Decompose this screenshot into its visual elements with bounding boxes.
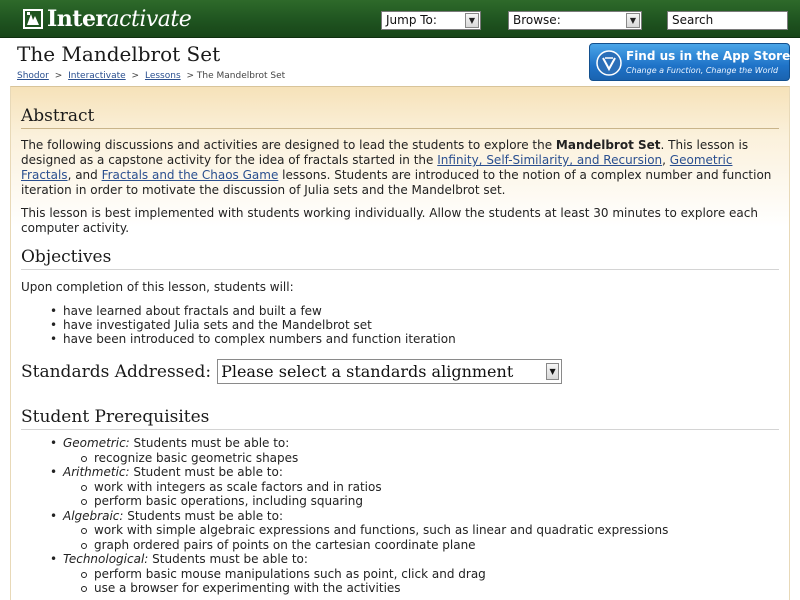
abstract-paragraph-2: This lesson is best implemented with students working individually. Allow the students at least 30 minutes to explore each computer activity. xyxy=(21,206,758,235)
sub-list xyxy=(94,451,668,466)
chevron-down-icon: ▼ xyxy=(626,13,640,28)
app-store-subtitle: Change a Function, Change the World xyxy=(626,66,779,75)
list-item: work with simple algebraic expressions and functions, such as linear and quadratic expressions xyxy=(94,523,669,537)
abstract-paragraph: The following discussions and activities are designed to lead the students to explore the Mandelbrot Set. This lesson is designed as a capstone activity for the idea of fractals started in the Infinity, Self-Similarity, and Recursion, Geometric Fractals, and Fractals and the Chaos Game lessons. Students are introduced to the notion of a complex number and function iteration in order to motivate the discussion of Julia sets and the Mandelbrot set. xyxy=(21,138,772,197)
breadcrumb-interactivate[interactable]: Interactivate xyxy=(68,71,126,81)
prereq-category: Arithmetic: xyxy=(63,465,130,479)
breadcrumb-separator: > xyxy=(131,71,140,81)
breadcrumb-shodor[interactable]: Shodor xyxy=(17,71,49,81)
objectives-intro: Upon completion of this lesson, students will: xyxy=(21,280,294,294)
mandelbrot-set-bold: Mandelbrot Set xyxy=(555,138,661,152)
sub-list xyxy=(94,567,668,596)
breadcrumb-current: > The Mandelbrot Set xyxy=(186,71,286,81)
breadcrumb-lessons[interactable]: Lessons xyxy=(144,71,181,81)
objectives-list xyxy=(63,304,456,346)
interactivate-logo[interactable] xyxy=(22,6,191,32)
objectives-heading: Objectives xyxy=(21,247,112,267)
list-item: • Algebraic: Students must be able to: work with simple algebraic expressions and functions, such as linear and quadratic expressions graph ordered pairs of points on the cartesian coordinate plane xyxy=(63,509,668,553)
list-item: perform basic operations, including squaring xyxy=(94,494,668,509)
list-item: perform basic mouse manipulations such as point, click and drag xyxy=(94,567,668,582)
divider xyxy=(21,429,779,430)
app-store-banner[interactable] xyxy=(589,43,795,81)
logo-text: Interactivate xyxy=(47,6,192,32)
app-store-icon xyxy=(596,50,622,76)
list-item: • Technological: Students must be able to: perform basic mouse manipulations such as point, click and drag use a browser for experimenting with the activities xyxy=(63,552,668,596)
list-item: • have investigated Julia sets and the Mandelbrot set xyxy=(63,318,456,332)
list-item: • Geometric: Students must be able to: recognize basic geometric shapes xyxy=(63,436,668,465)
shodor-logo-icon xyxy=(22,8,44,30)
link-infinity-self-similarity[interactable]: Infinity, Self-Similarity, and Recursion xyxy=(437,153,663,167)
breadcrumb-separator: > xyxy=(54,71,63,81)
jump-to-select[interactable] xyxy=(381,11,481,30)
sub-list xyxy=(94,523,668,552)
divider xyxy=(21,128,779,129)
jump-to-label: Jump To: xyxy=(386,13,437,27)
prerequisites-heading: Student Prerequisites xyxy=(21,407,210,427)
link-fractals-chaos-game[interactable]: Fractals and the Chaos Game xyxy=(101,168,279,182)
chevron-down-icon: ▼ xyxy=(546,363,559,380)
standards-row xyxy=(21,359,562,384)
browse-label: Browse: xyxy=(513,13,561,27)
page-title: The Mandelbrot Set xyxy=(17,42,221,66)
sub-list xyxy=(94,480,668,509)
top-nav-bar xyxy=(0,0,800,38)
standards-select[interactable] xyxy=(217,359,562,384)
list-item: • have been introduced to complex numbers and function iteration xyxy=(63,332,456,346)
list-item: work with integers as scale factors and in ratios xyxy=(94,480,668,495)
list-item: use a browser for experimenting with the activities xyxy=(94,581,668,596)
prereq-category: Technological: xyxy=(63,552,149,566)
list-item: recognize basic geometric shapes xyxy=(94,451,668,466)
list-item: • have learned about fractals and built a few xyxy=(63,304,456,318)
standards-select-value: Please select a standards alignment xyxy=(221,362,514,381)
chevron-down-icon: ▼ xyxy=(465,13,479,28)
list-item: • Arithmetic: Student must be able to: work with integers as scale factors and in ratios perform basic operations, including squaring xyxy=(63,465,668,509)
prerequisites-list xyxy=(63,436,668,596)
standards-label: Standards Addressed: xyxy=(21,361,212,382)
app-store-title: Find us in the App Store. xyxy=(626,49,795,63)
title-area xyxy=(10,38,795,84)
divider xyxy=(21,269,779,270)
prereq-category: Geometric: xyxy=(63,436,130,450)
search-input[interactable]: Search xyxy=(667,11,788,30)
prereq-category: Algebraic: xyxy=(63,508,124,523)
main-content xyxy=(10,86,790,600)
breadcrumb xyxy=(17,71,288,81)
link-geometric-fractals[interactable]: Geometric Fractals xyxy=(21,153,733,182)
abstract-heading: Abstract xyxy=(21,106,95,126)
browse-select[interactable] xyxy=(508,11,642,30)
list-item: graph ordered pairs of points on the cartesian coordinate plane xyxy=(94,538,668,553)
